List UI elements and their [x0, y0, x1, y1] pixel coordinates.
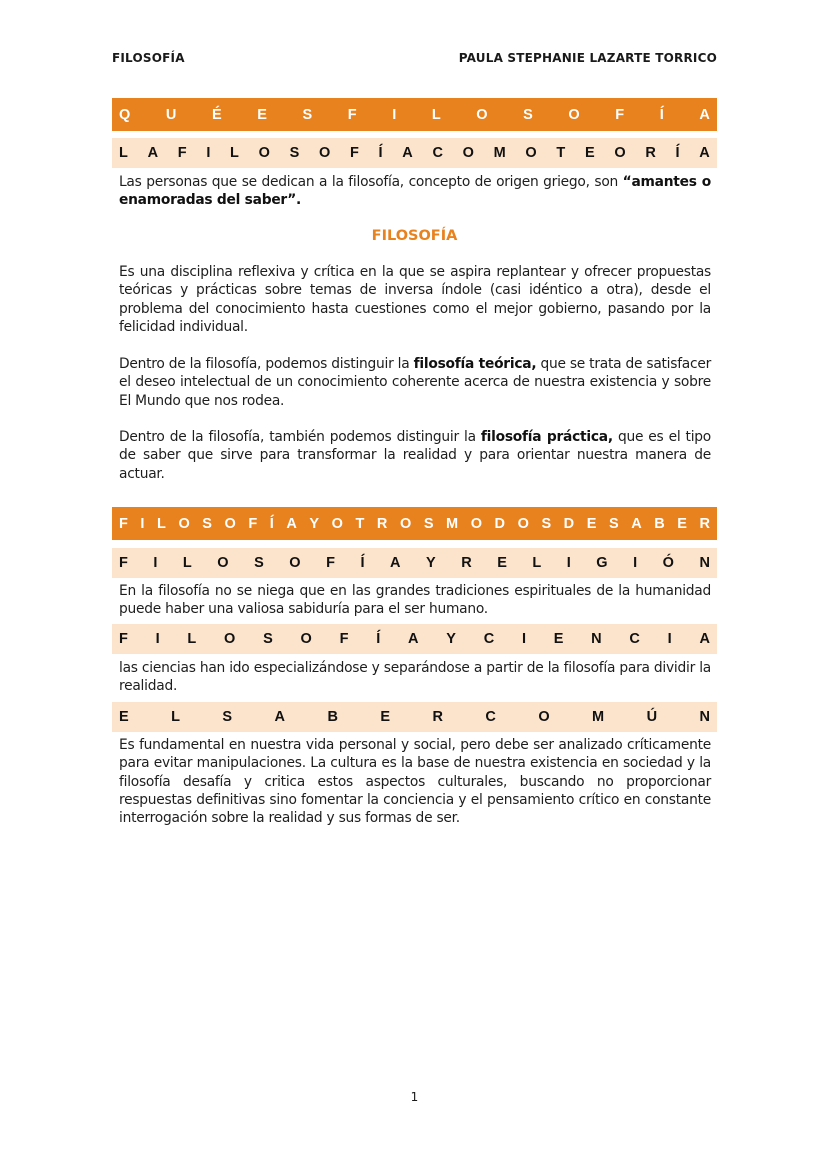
paragraph-bold-text: filosofía teórica, — [413, 356, 537, 372]
subsection-title-filosofia-teoria — [112, 138, 717, 168]
paragraph-bold-text: “amantes o enamoradas del saber”. — [119, 174, 711, 209]
paragraph-disciplina: Es una disciplina reflexiva y crítica en la que se aspira replantear y ofrecer propuestas teóricas y prácticas sobre temas de inversa índole (casi idéntico a otra), desde el problema del conocimiento hasta cuestiones como el mejor gobierno, pasando por la felicidad individual. — [119, 264, 711, 335]
header-subject: FILOSOFÍA — [112, 51, 185, 65]
subsection-title-text: L A F I L O S O F Í A C O M O T E O R Í A — [119, 145, 710, 161]
paragraph-text: que se trata de satisfacer el deseo intelectual de un conocimiento coherente acerca de nuestra existencia y sobre El Mundo que nos rodea. — [119, 356, 712, 409]
subsection-title-saber-comun — [112, 702, 717, 732]
paragraph-saber-comun: Es fundamental en nuestra vida personal y social, pero debe ser analizado críticamente para evitar manipulaciones. La cultura es la base de nuestra existencia en sociedad y la filosofía desafía y critica estos aspectos culturales, buscando no proporcionar respuestas definitivas sino fomentar la conciencia y el pensamiento crítico en constante interrogación sobre la realidad y sus formas de ser. — [119, 737, 711, 827]
paragraph-filosofia-practica — [119, 428, 711, 483]
page-header — [112, 51, 717, 65]
paragraph-definition — [119, 173, 711, 210]
section-title-text: F I L O S O F Í A Y O T R O S M O D O S D E S A B E R — [119, 515, 710, 532]
paragraph-text: que es el tipo de saber que sirve para transformar la realidad y para orientar nuestra manera de actuar. — [119, 429, 711, 482]
subsection-title-text: E L S A B E R C O M Ú N — [119, 709, 710, 725]
centered-heading-filosofia: FILOSOFÍA — [371, 228, 458, 244]
paragraph-text: Dentro de la filosofía, podemos distinguir la — [119, 356, 414, 372]
section-title-text: Q U É E S F I L O S O F Í A — [119, 106, 710, 123]
paragraph-ciencia: las ciencias han ido especializándose y separándose a partir de la filosofía para dividir la realidad. — [119, 660, 711, 695]
subsection-title-text: F I L O S O F Í A Y R E L I G I Ó N — [119, 555, 710, 571]
paragraph-religion: En la filosofía no se niega que en las grandes tradiciones espirituales de la humanidad puede haber una valiosa sabiduría para el ser humano. — [119, 583, 711, 618]
paragraph-text: Las personas que se dedican a la filosofía, concepto de origen griego, son — [119, 174, 623, 190]
paragraph-filosofia-teorica — [119, 355, 711, 410]
subsection-title-religion — [112, 548, 717, 578]
subsection-title-text: F I L O S O F Í A Y C I E N C I A — [119, 631, 710, 647]
paragraph-bold-text: filosofía práctica, — [480, 429, 613, 445]
section-title-otros-modos — [112, 507, 717, 540]
page-number: 1 — [410, 1090, 419, 1104]
subsection-title-ciencia — [112, 624, 717, 654]
section-title-que-es-filosofia — [112, 98, 717, 131]
paragraph-text: Dentro de la filosofía, también podemos distinguir la — [119, 429, 481, 445]
header-author: PAULA STEPHANIE LAZARTE TORRICO — [458, 51, 717, 65]
